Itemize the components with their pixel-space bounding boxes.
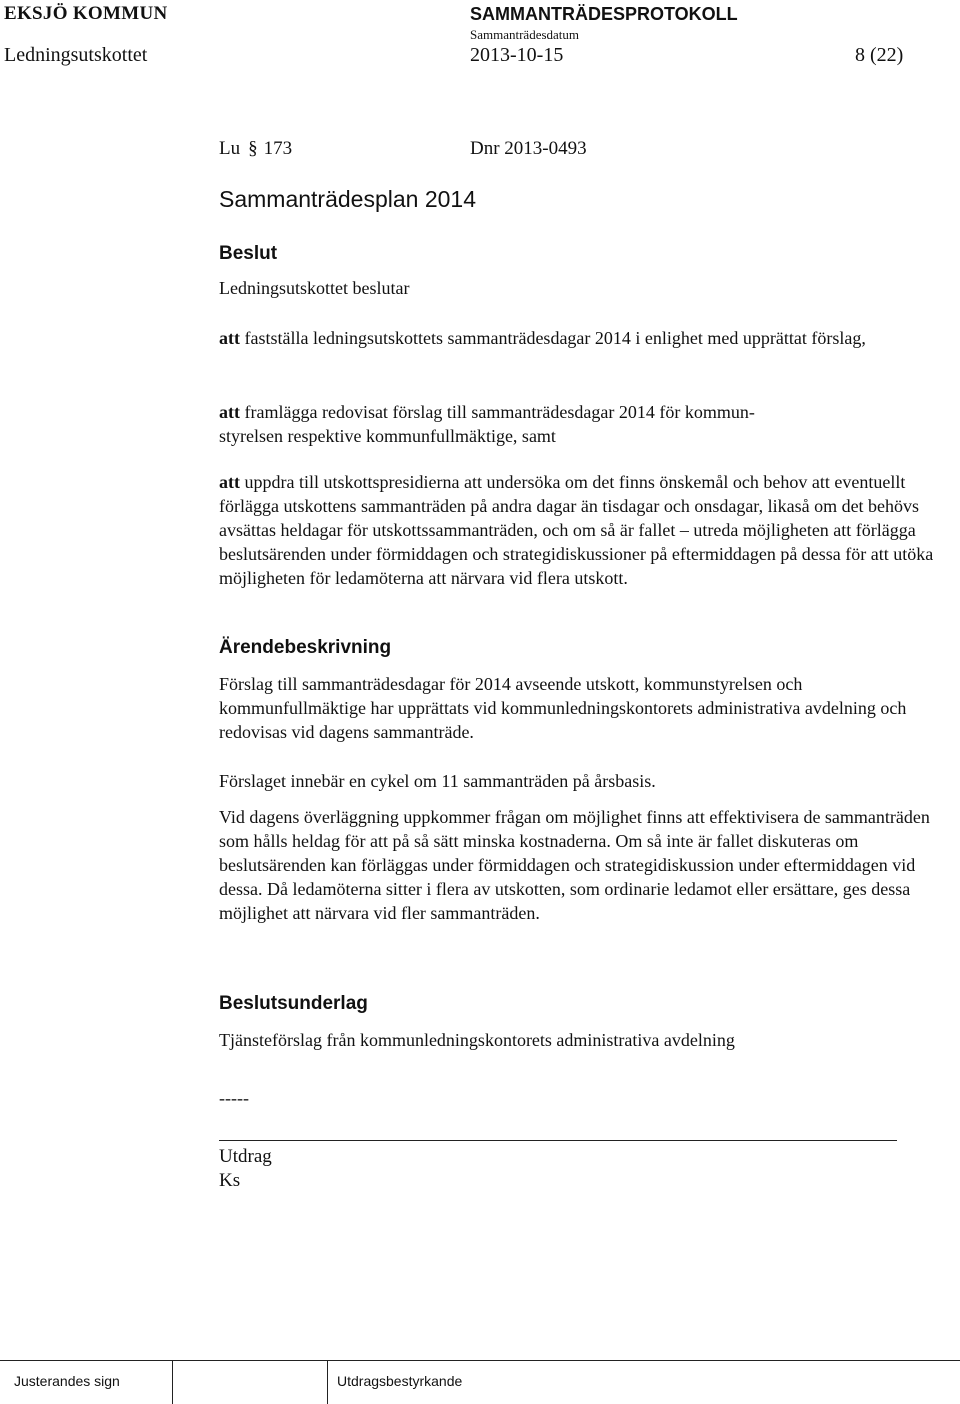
- committee-name: Ledningsutskottet: [4, 44, 148, 66]
- case-prefix: Lu: [219, 138, 241, 159]
- decision-clause: [219, 400, 809, 448]
- signature-label: Justerandes sign: [14, 1373, 120, 1389]
- distribution-line: Ks: [219, 1170, 241, 1191]
- clause-text: framlägga redovisat förslag till sammanträdesdagar 2014 för kommun-styrelsen respektive kommunfullmäktige, samt: [219, 402, 755, 446]
- description-paragraph: Vid dagens överläggning uppkommer frågan om möjlighet finns att effektivisera de sammanträden som hålls heldag för att på så sätt minska kostnaderna. Om så inte är fallet diskuteras om beslutsärenden kan förläggas under förmiddagen och strategidiskussion under eftermiddagen vid dessa. Då ledamöterna sitter i flera av utskotten, som ordinarie ledamot eller ersättare, ges dessa möjlighet att närvara vid fler sammanträden.: [219, 807, 930, 923]
- clause-text: fastställa ledningsutskottets sammanträdesdagar 2014 i enlighet med upprättat förslag,: [240, 328, 866, 348]
- decision-clause: [219, 326, 949, 350]
- clause-lead: att: [219, 402, 240, 422]
- case-number-value: 173: [263, 138, 293, 159]
- clause-lead: att: [219, 328, 240, 348]
- decision-heading: Beslut: [219, 243, 278, 264]
- basis-text: Tjänsteförslag från kommunledningskontorets administrativa avdelning: [219, 1030, 735, 1050]
- paragraph-icon: §: [248, 138, 258, 159]
- decision-intro: Ledningsutskottet beslutar: [219, 278, 410, 298]
- clause-text: uppdra till utskottspresidierna att undersöka om det finns önskemål och behov att eventuellt förlägga utskottens sammanträden på andra dagar än tisdagar och onsdagar, likaså om det behövs avsättas heldagar för utskottssammanträden, och om så är fallet – utreda möjligheten att förlägga beslutsärenden under förmiddagen och strategidiskussioner på eftermiddagen på dessa för att utöka möjligheten för ledamöterna att närvara vid flera utskott.: [219, 472, 934, 588]
- page-title: Sammanträdesplan 2014: [219, 186, 476, 212]
- description-paragraph: Förslaget innebär en cykel om 11 sammanträden på årsbasis.: [219, 771, 656, 791]
- footer-divider: [172, 1361, 173, 1404]
- meeting-date-label: Sammanträdesdatum: [470, 27, 580, 42]
- basis-heading: Beslutsunderlag: [219, 993, 368, 1014]
- registration-number: Dnr 2013-0493: [470, 138, 587, 159]
- clause-lead: att: [219, 472, 240, 492]
- case-number: [219, 138, 292, 160]
- decision-clause: [219, 470, 949, 590]
- meeting-date: 2013-10-15: [470, 44, 564, 66]
- footer-rule: [0, 1360, 960, 1361]
- organization-name: EKSJÖ KOMMUN: [4, 3, 168, 24]
- distribution-line: Utdrag: [219, 1146, 272, 1167]
- separator-dashes: -----: [219, 1088, 249, 1108]
- page-number: 8 (22): [855, 44, 904, 66]
- distribution-rule: [219, 1140, 897, 1141]
- document-type: SAMMANTRÄDESPROTOKOLL: [470, 4, 738, 24]
- description-paragraph: Förslag till sammanträdesdagar för 2014 avseende utskott, kommunstyrelsen och kommunfullmäktige har upprättats vid kommunledningskontorets administrativa avdelning och redovisas vid dagens sammanträde.: [219, 674, 907, 742]
- description-heading: Ärendebeskrivning: [219, 637, 392, 658]
- certification-label: Utdragsbestyrkande: [337, 1373, 463, 1389]
- footer-divider: [327, 1361, 328, 1404]
